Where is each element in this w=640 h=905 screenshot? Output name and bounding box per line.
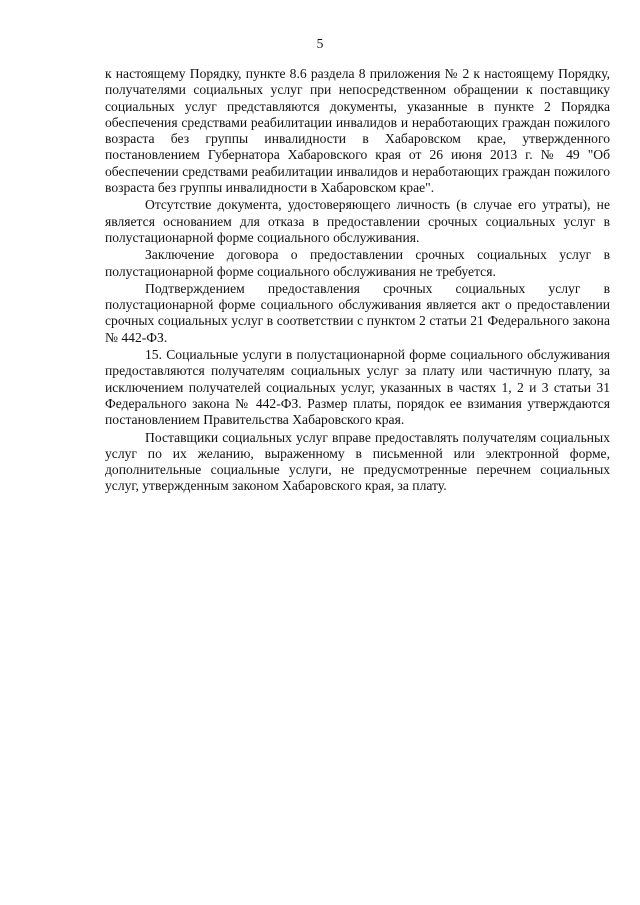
paragraph-additional-services: Поставщики социальных услуг вправе предоставлять получателям социальных услуг по их желанию, выраженному в письменной или электронной форме, дополнительные социальные услуги, не предусмотренные перечнем социальных услуг, утвержденным законом Хабаровского края, за плату. <box>105 429 610 494</box>
paragraph-continuation: к настоящему Порядку, пункте 8.6 раздела 8 приложения № 2 к настоящему Порядку, получателями социальных услуг при непосредственном обращении к поставщику социальных услуг представляются документы, указанные в пункте 2 Порядка обеспечения средствами реабилитации инвалидов и неработающих граждан пожилого возраста без группы инвалидности в Хабаровском крае, утвержденного постановлением Губернатора Хабаровского края от 26 июня 2013 г. № 49 "Об обеспечении средствами реабилитации инвалидов и неработающих граждан пожилого возраста без группы инвалидности в Хабаровском крае". <box>105 66 610 196</box>
paragraph-confirmation-act: Подтверждением предоставления срочных социальных услуг в полустационарной форме социального обслуживания является акт о предоставлении срочных социальных услуг в соответствии с пунктом 2 статьи 21 Федерального закона № 442-ФЗ. <box>105 280 610 345</box>
paragraph-contract-not-required: Заключение договора о предоставлении срочных социальных услуг в полустационарной форме социального обслуживания не требуется. <box>105 247 610 279</box>
page-number: 5 <box>316 36 324 51</box>
paragraph-missing-identity-document: Отсутствие документа, удостоверяющего личность (в случае его утраты), не является основанием для отказа в предоставлении срочных социальных услуг в полустационарной форме социального обслуживания. <box>105 197 610 245</box>
document-body <box>105 66 610 495</box>
paragraph-item-15-payment: 15. Социальные услуги в полустационарной форме социального обслуживания предоставляются получателям социальных услуг за плату или частичную плату, за исключением получателей социальных услуг, указанных в частях 1, 2 и 3 статьи 31 Федерального закона № 442-ФЗ. Размер платы, порядок ее взимания утверждаются постановлением Правительства Хабаровского края. <box>105 347 610 428</box>
